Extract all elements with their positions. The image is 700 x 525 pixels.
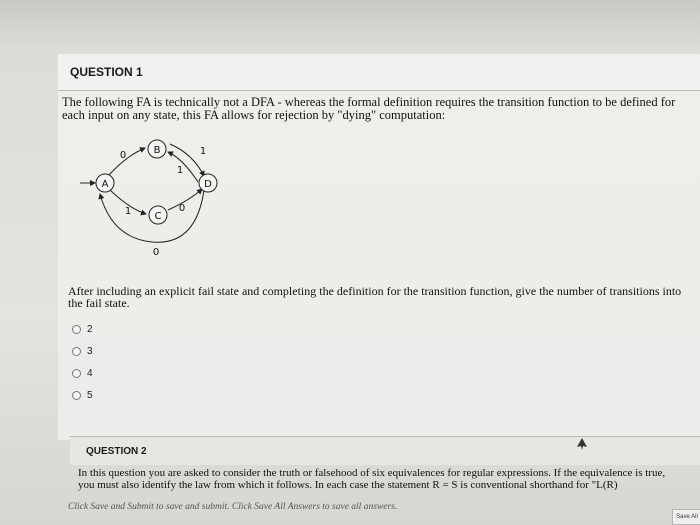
state-d-label: D [204,179,212,190]
edge-a-b-label: 0 [119,150,127,161]
question-1-text: The following FA is technically not a DFA - whereas the formal definition requires the transition function to be defined for each input on any state, this FA allows for rejection by "dying" computation: [62,95,676,122]
mouse-cursor-icon [577,438,587,450]
edge-a-b [108,148,145,176]
question-1-title: QUESTION 1 [70,65,143,79]
save-all-answers-button[interactable]: Save All [672,509,700,525]
state-a-label: A [101,179,109,190]
option-5-radio[interactable] [72,391,81,400]
option-3[interactable] [72,340,93,362]
question-1-subquestion: After including an explicit fail state and completing the definition for the transition function, give the number of transitions into the fail state. [68,284,682,310]
answer-options [72,318,93,406]
option-4-label: 4 [87,367,93,379]
question-2-header [70,436,700,465]
option-3-radio[interactable] [72,347,81,356]
edge-c-d-label: 0 [178,203,186,214]
state-c-label: C [154,211,162,222]
option-4[interactable] [72,362,93,384]
question-2-title: QUESTION 2 [86,446,147,457]
edge-b-d-label: 1 [199,146,207,157]
option-3-label: 3 [87,345,93,357]
question-2-text: In this question you are asked to consider the truth or falsehood of six equivalences for regular expressions. If the equivalence is true, you must also identify the law from which it follows. In each case the statement R = S is conventional shorthand for "L(R) [78,467,666,491]
option-5-label: 5 [87,389,93,401]
option-2-label: 2 [87,323,93,335]
edge-d-b-label: 1 [176,165,184,176]
footer-instructions: Click Save and Submit to save and submit. Click Save All Answers to save all answers. [68,502,398,512]
option-2-radio[interactable] [72,325,81,334]
fa-diagram [78,134,238,264]
state-b-label: B [153,145,161,156]
edge-loop-label: 0 [152,247,160,258]
option-5[interactable] [72,384,93,406]
option-4-radio[interactable] [72,369,81,378]
question-1-header [58,54,700,91]
option-2[interactable] [72,318,93,340]
edge-a-c-label: 1 [124,206,132,217]
